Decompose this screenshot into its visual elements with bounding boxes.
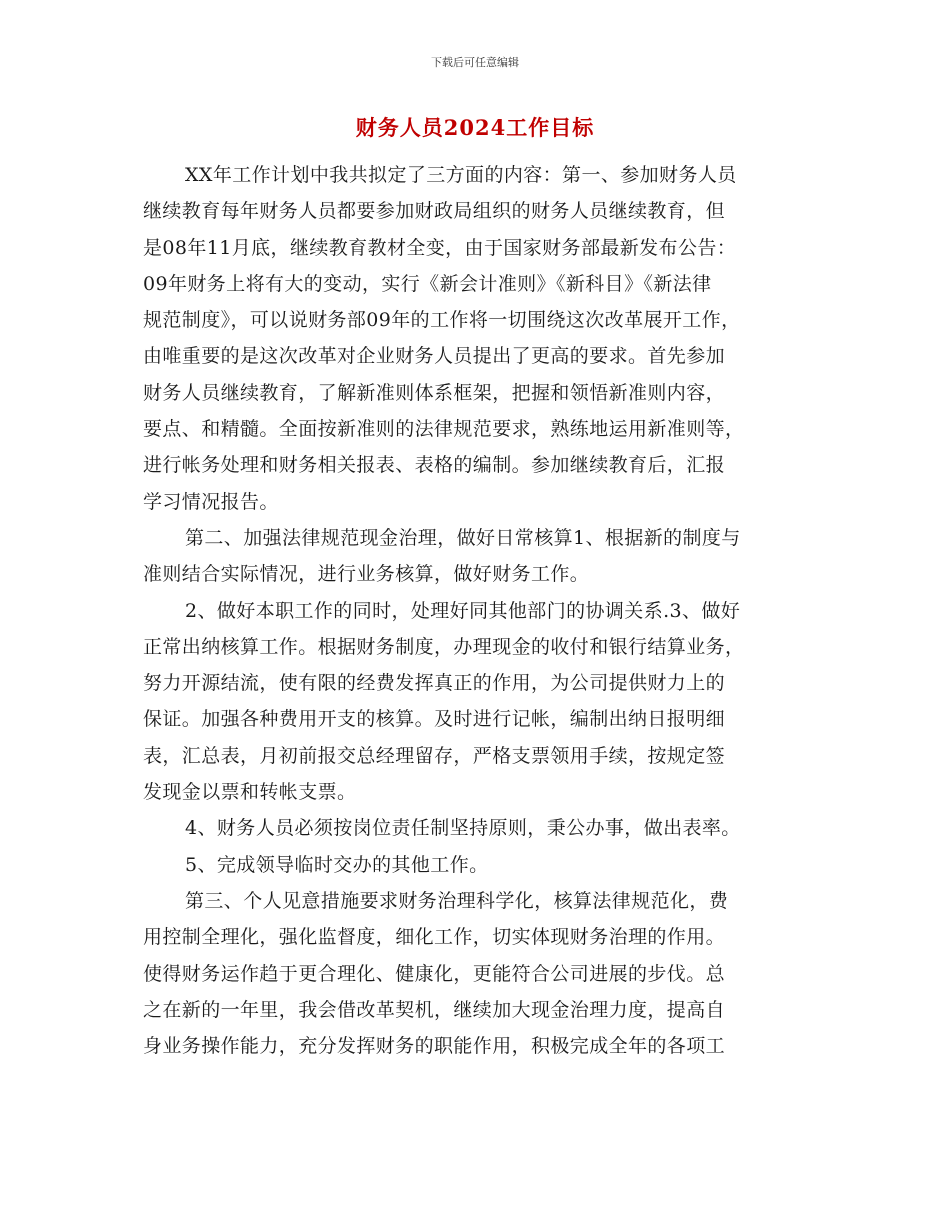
text-line: 继续教育每年财务人员都要参加财政局组织的财务人员继续教育，但	[143, 200, 726, 223]
document-title: 财务人员2024工作目标	[355, 115, 595, 140]
text-line: 第二、加强法律规范现金治理，做好日常核算1、根据新的制度与	[185, 526, 741, 549]
page-header-note: 下载后可任意编辑	[431, 56, 519, 69]
text-line: 财务人员继续教育，了解新准则体系框架，把握和领悟新准则内容，	[143, 381, 726, 404]
text-line: 学习情况报告。	[143, 490, 279, 513]
text-line: 由唯重要的是这次改革对企业财务人员提出了更高的要求。首先参加	[143, 345, 726, 368]
text-line: 表，汇总表，月初前报交总经理留存，严格支票领用手续，按规定签	[143, 744, 726, 767]
text-line: 正常出纳核算工作。根据财务制度，办理现金的收付和银行结算业务，	[143, 635, 745, 658]
text-line: 进行帐务处理和财务相关报表、表格的编制。参加继续教育后，汇报	[143, 454, 726, 477]
text-line: XX年工作计划中我共拟定了三方面的内容：第一、参加财务人员	[185, 164, 737, 186]
text-line: 之在新的一年里，我会借改革契机，继续加大现金治理力度，提高自	[143, 998, 726, 1021]
text-line: 第三、个人见意措施要求财务治理科学化，核算法律规范化，费	[185, 889, 729, 912]
text-line: 准则结合实际情况，进行业务核算，做好财务工作。	[143, 563, 590, 586]
text-line: 保证。加强各种费用开支的核算。及时进行记帐，编制出纳日报明细	[143, 708, 726, 731]
text-line: 用控制全理化，强化监督度，细化工作，切实体现财务治理的作用。	[143, 926, 726, 949]
text-line: 09年财务上将有大的变动，实行《新会计准则》《新科目》《新法律	[143, 272, 712, 295]
text-line: 4、财务人员必须按岗位责任制坚持原则，秉公办事，做出表率。	[185, 817, 741, 840]
text-line: 发现金以票和转帐支票。	[143, 781, 357, 804]
text-line: 2、做好本职工作的同时，处理好同其他部门的协调关系.3、做好	[185, 599, 741, 622]
document-body	[143, 157, 813, 1064]
text-line: 5、完成领导临时交办的其他工作。	[185, 853, 489, 876]
text-line: 使得财务运作趋于更合理化、健康化，更能符合公司进展的步伐。总	[143, 962, 726, 985]
text-line: 要点、和精髓。全面按新准则的法律规范要求，熟练地运用新准则等，	[143, 418, 745, 441]
text-line: 规范制度》，可以说财务部09年的工作将一切围绕这次改革展开工作，	[143, 309, 741, 332]
text-line: 努力开源结流，使有限的经费发挥真正的作用，为公司提供财力上的	[143, 672, 726, 695]
text-line: 是08年11月底，继续教育教材全变，由于国家财务部最新发布公告：	[143, 236, 737, 259]
text-line: 身业务操作能力，充分发挥财务的职能作用，积极完成全年的各项工	[143, 1035, 726, 1058]
